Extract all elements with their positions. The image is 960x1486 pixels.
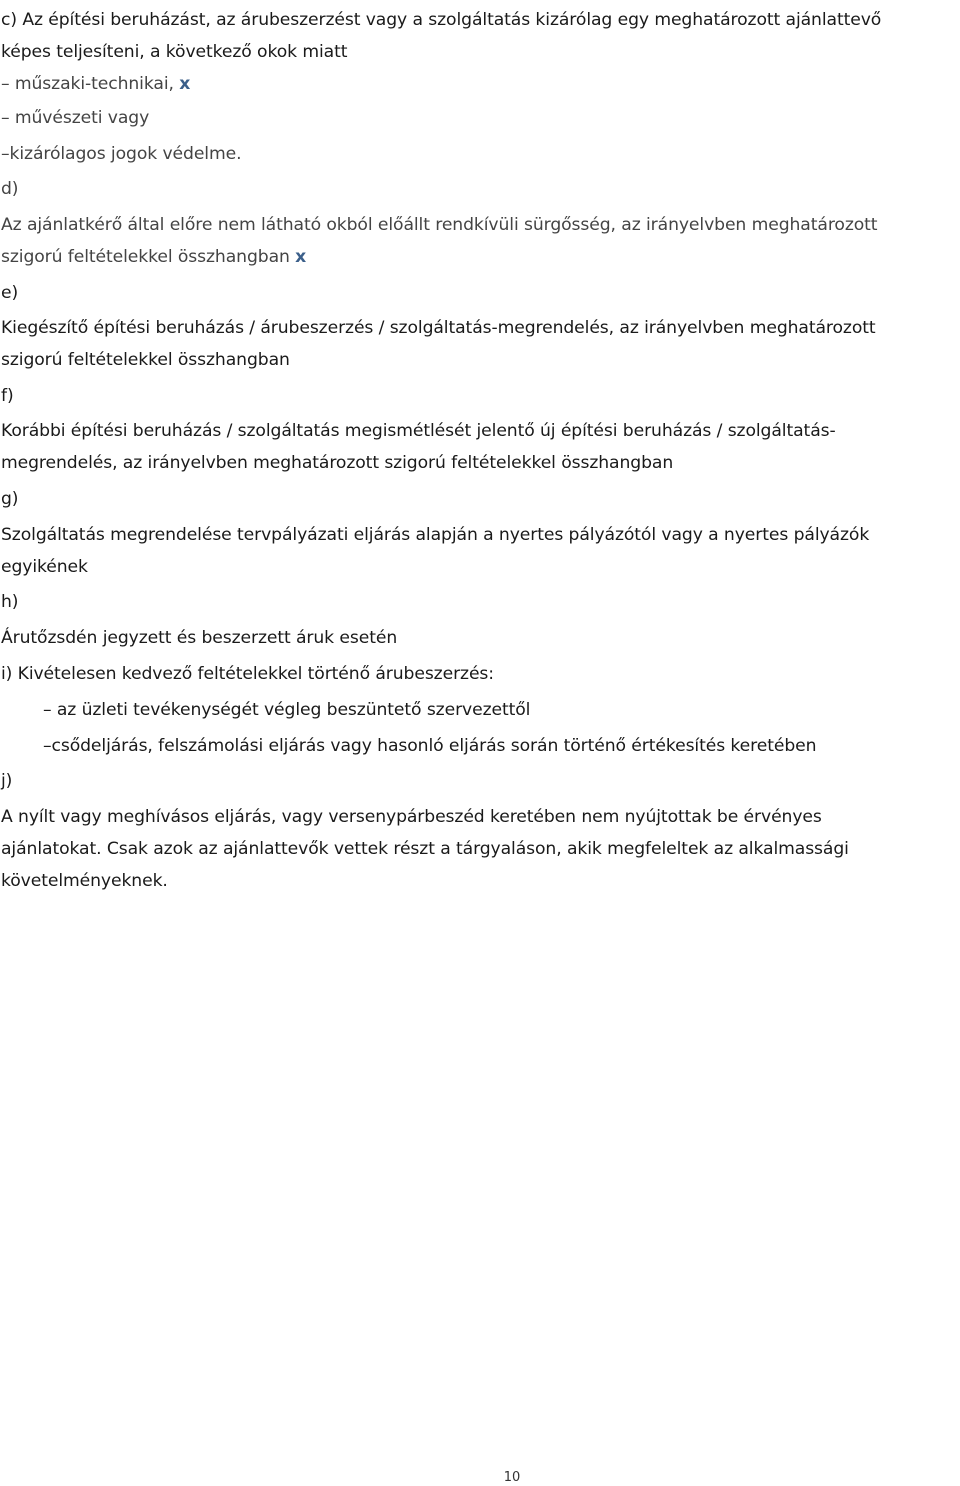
selection-mark: x	[295, 247, 307, 267]
section-i-item-1: – az üzleti tevékenységét végleg beszüntető szervezettől	[43, 700, 531, 720]
section-j-line-2: ajánlatokat. Csak azok az ajánlattevők vettek részt a tárgyaláson, akik megfeleltek az alkalmassági	[1, 839, 849, 859]
section-c-line-1: c) Az építési beruházást, az árubeszerzést vagy a szolgáltatás kizárólag egy meghatározott ajánlattevő	[1, 10, 882, 30]
section-d-line-2	[1, 246, 306, 268]
section-f-heading: f)	[1, 386, 14, 406]
section-j-line-3: követelményeknek.	[1, 871, 168, 891]
section-e-heading: e)	[1, 283, 19, 303]
section-d-line-1: Az ajánlatkérő által előre nem látható okból előállt rendkívüli sürgősség, az irányelvben meghatározott	[1, 215, 878, 235]
section-i-line-1: i) Kivételesen kedvező feltételekkel történő árubeszerzés:	[1, 664, 494, 684]
section-g-heading: g)	[1, 489, 19, 509]
section-d-heading: d)	[1, 179, 19, 199]
section-c-line-2: képes teljesíteni, a következő okok miatt	[1, 42, 348, 62]
section-f-line-1: Korábbi építési beruházás / szolgáltatás megismétlését jelentő új építési beruházás / szolgáltatás-	[1, 421, 836, 441]
section-c-item-3: –kizárólagos jogok védelme.	[1, 144, 242, 164]
section-h-line-1: Árutőzsdén jegyzett és beszerzett áruk esetén	[1, 628, 398, 648]
selection-mark: x	[179, 74, 191, 94]
section-d-line-2-text: szigorú feltételekkel összhangban	[1, 247, 290, 267]
section-i-item-2: –csődeljárás, felszámolási eljárás vagy hasonló eljárás során történő értékesítés keretében	[43, 736, 817, 756]
section-h-heading: h)	[1, 592, 19, 612]
section-e-line-2: szigorú feltételekkel összhangban	[1, 350, 290, 370]
section-f-line-2: megrendelés, az irányelvben meghatározott szigorú feltételekkel összhangban	[1, 453, 674, 473]
section-e-line-1: Kiegészítő építési beruházás / árubeszerzés / szolgáltatás-megrendelés, az irányelvben meghatározott	[1, 318, 876, 338]
section-c-item-2: – művészeti vagy	[1, 108, 150, 128]
section-j-heading: j)	[1, 771, 13, 791]
page-number: 10	[503, 1470, 521, 1485]
section-g-line-2: egyikének	[1, 557, 88, 577]
section-c-item-1-text: – műszaki-technikai,	[1, 74, 174, 94]
section-j-line-1: A nyílt vagy meghívásos eljárás, vagy versenypárbeszéd keretében nem nyújtottak be érvényes	[1, 807, 822, 827]
section-g-line-1: Szolgáltatás megrendelése tervpályázati eljárás alapján a nyertes pályázótól vagy a nyertes pályázók	[1, 525, 870, 545]
section-c-item-1	[1, 73, 190, 95]
